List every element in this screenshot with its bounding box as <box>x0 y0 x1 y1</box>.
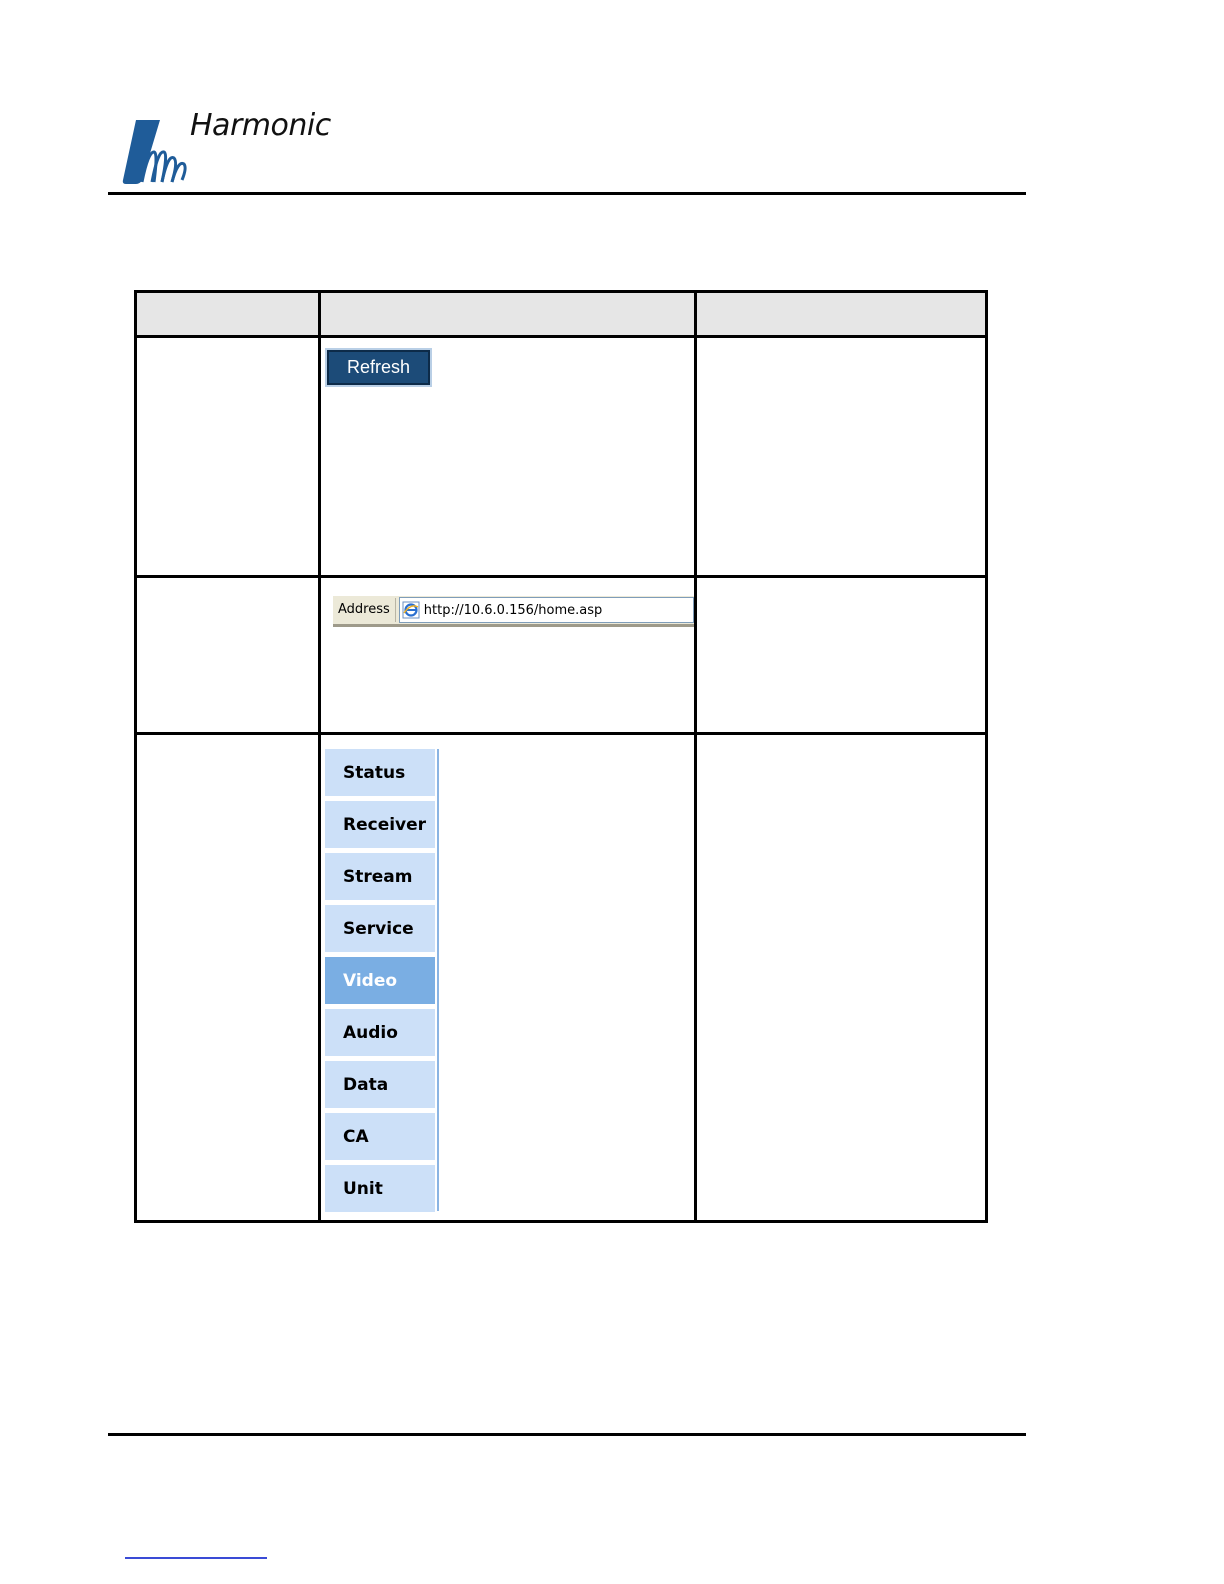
refresh-button[interactable]: Refresh <box>327 350 430 385</box>
menu-item-data[interactable]: Data <box>325 1061 435 1108</box>
table-row <box>136 734 987 1222</box>
brand-name: Harmonic <box>190 108 331 143</box>
table-cell <box>320 577 696 734</box>
menu-item-stream[interactable]: Stream <box>325 853 435 900</box>
table-cell <box>696 577 987 734</box>
table-cell <box>696 734 987 1222</box>
table-row <box>136 577 987 734</box>
browser-address-bar <box>333 594 694 627</box>
header-divider <box>108 192 1026 195</box>
internet-explorer-icon <box>402 601 420 619</box>
menu-item-status[interactable]: Status <box>325 749 435 796</box>
ui-elements-table <box>134 290 988 1223</box>
menu-item-ca[interactable]: CA <box>325 1113 435 1160</box>
table-cell <box>136 337 320 577</box>
table-header-row <box>136 292 987 337</box>
table-row <box>136 337 987 577</box>
menu-item-audio[interactable]: Audio <box>325 1009 435 1056</box>
menu-divider <box>437 749 439 1211</box>
header-cell <box>136 292 320 337</box>
address-url: http://10.6.0.156/home.asp <box>423 602 603 618</box>
table-cell <box>136 734 320 1222</box>
menu-item-unit[interactable]: Unit <box>325 1165 435 1212</box>
table-cell <box>696 337 987 577</box>
address-label: Address <box>333 598 396 622</box>
address-input[interactable] <box>399 597 694 623</box>
table-cell <box>320 337 696 577</box>
footer-link[interactable] <box>125 1557 267 1559</box>
navigation-menu <box>325 749 441 1212</box>
menu-item-receiver[interactable]: Receiver <box>325 801 435 848</box>
menu-item-service[interactable]: Service <box>325 905 435 952</box>
table-cell <box>136 577 320 734</box>
footer-divider <box>108 1433 1026 1436</box>
header-cell <box>320 292 696 337</box>
header-cell <box>696 292 987 337</box>
table-cell <box>320 734 696 1222</box>
menu-item-video[interactable]: Video <box>325 957 435 1004</box>
